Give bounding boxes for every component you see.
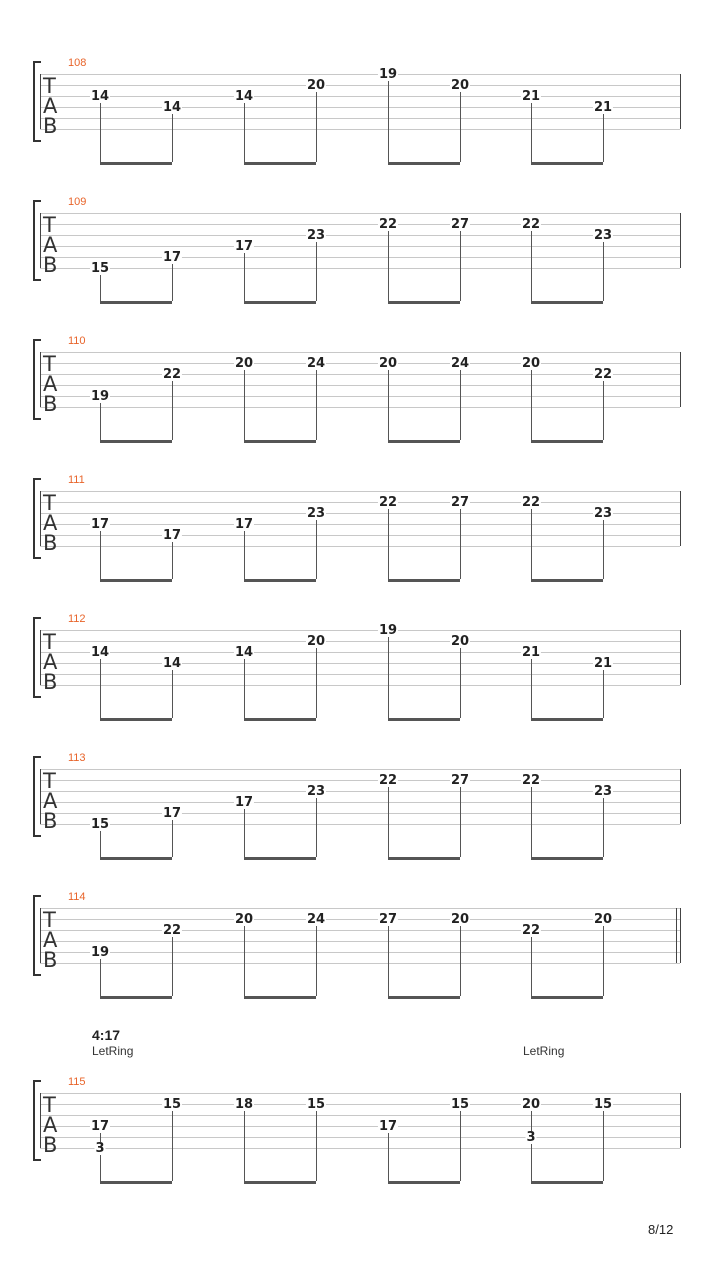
staff-line	[40, 107, 680, 108]
fret-number: 22	[521, 495, 541, 510]
page-number: 8/12	[648, 1222, 674, 1237]
fret-number: 20	[234, 912, 254, 927]
note-stem	[316, 91, 317, 162]
staff-line	[40, 930, 680, 931]
fret-number: 14	[90, 645, 110, 660]
staff-line	[40, 246, 680, 247]
fret-number: 22	[378, 495, 398, 510]
fret-number: 20	[234, 356, 254, 371]
staff-line	[40, 546, 680, 547]
note-stem	[460, 647, 461, 718]
staff-line	[40, 129, 680, 130]
beam	[531, 301, 603, 304]
tab-letter: B	[43, 392, 58, 416]
measure-number: 112	[68, 613, 86, 625]
note-stem	[100, 402, 101, 440]
fret-number: 22	[378, 217, 398, 232]
note-stem	[316, 647, 317, 718]
fret-number: 15	[162, 1097, 182, 1112]
beam	[244, 857, 316, 860]
tab-letter: A	[43, 928, 58, 952]
let-ring-label: LetRing	[92, 1044, 134, 1058]
staff-line	[40, 1115, 680, 1116]
barline	[680, 1093, 681, 1148]
barline	[40, 769, 41, 824]
staff-line	[40, 385, 680, 386]
fret-number: 22	[521, 217, 541, 232]
staff-line	[40, 1148, 680, 1149]
staff-line	[40, 96, 680, 97]
beam	[100, 718, 172, 721]
staff-line	[40, 641, 680, 642]
staff-line	[40, 1093, 680, 1094]
staff-line	[40, 685, 680, 686]
beam	[531, 579, 603, 582]
staff-line	[40, 74, 680, 75]
staff-line	[40, 374, 680, 375]
barline	[40, 213, 41, 268]
fret-number: 22	[521, 773, 541, 788]
note-stem	[531, 936, 532, 996]
note-stem	[244, 369, 245, 440]
barline	[680, 769, 681, 824]
fret-number: 20	[378, 356, 398, 371]
fret-number: 19	[90, 389, 110, 404]
staff-line	[40, 824, 680, 825]
tab-letter: T	[43, 352, 56, 376]
fret-number: 27	[450, 495, 470, 510]
fret-number: 17	[90, 1119, 110, 1134]
tab-letter: T	[43, 630, 56, 654]
barline	[680, 630, 681, 685]
staff-line	[40, 652, 680, 653]
beam	[388, 162, 460, 165]
beam	[100, 301, 172, 304]
barline	[40, 74, 41, 129]
barline	[680, 74, 681, 129]
beam	[388, 440, 460, 443]
final-barline	[676, 908, 677, 963]
note-stem	[603, 241, 604, 301]
note-stem	[316, 241, 317, 301]
beam	[531, 718, 603, 721]
note-stem	[316, 797, 317, 857]
fret-number: 20	[450, 78, 470, 93]
fret-number: 14	[234, 645, 254, 660]
note-stem	[603, 925, 604, 996]
measure-number: 109	[68, 196, 87, 208]
tab-letter: A	[43, 511, 58, 535]
barline	[680, 213, 681, 268]
barline	[680, 352, 681, 407]
note-stem	[460, 508, 461, 579]
fret-number: 15	[450, 1097, 470, 1112]
note-stem	[531, 658, 532, 718]
staff-line	[40, 1126, 680, 1127]
fret-number: 17	[378, 1119, 398, 1134]
staff-line	[40, 674, 680, 675]
tab-letter: B	[43, 114, 58, 138]
note-stem	[172, 936, 173, 996]
beam	[100, 579, 172, 582]
fret-number: 20	[521, 1097, 541, 1112]
note-stem	[531, 230, 532, 301]
fret-number: 20	[306, 78, 326, 93]
fret-number: 27	[378, 912, 398, 927]
fret-number: 17	[162, 806, 182, 821]
staff-line	[40, 352, 680, 353]
measure-number: 113	[68, 752, 86, 764]
note-stem	[244, 102, 245, 162]
note-stem	[531, 1110, 532, 1181]
measure-number: 111	[68, 474, 85, 486]
barline	[40, 352, 41, 407]
fret-number: 20	[521, 356, 541, 371]
staff-line	[40, 268, 680, 269]
note-stem	[172, 113, 173, 162]
fret-number: 17	[162, 250, 182, 265]
fret-number: 18	[234, 1097, 254, 1112]
note-stem	[460, 91, 461, 162]
staff-line	[40, 1104, 680, 1105]
note-stem	[316, 519, 317, 579]
fret-number: 27	[450, 773, 470, 788]
tab-letter: A	[43, 233, 58, 257]
note-stem	[172, 380, 173, 440]
beam	[388, 579, 460, 582]
fret-number: 23	[306, 506, 326, 521]
note-stem	[316, 1110, 317, 1181]
beam	[100, 857, 172, 860]
staff-line	[40, 118, 680, 119]
staff-line	[40, 535, 680, 536]
staff-line	[40, 813, 680, 814]
beam	[100, 1181, 172, 1184]
fret-number: 21	[593, 100, 613, 115]
barline	[40, 1093, 41, 1148]
staff-line	[40, 663, 680, 664]
staff-line	[40, 396, 680, 397]
fret-number: 17	[162, 528, 182, 543]
barline	[40, 491, 41, 546]
fret-number: 24	[306, 912, 326, 927]
tab-letter: T	[43, 213, 56, 237]
staff-line	[40, 791, 680, 792]
fret-number: 20	[450, 634, 470, 649]
note-stem	[460, 925, 461, 996]
note-stem	[244, 808, 245, 857]
note-stem	[388, 925, 389, 996]
time-marker: 4:17	[92, 1027, 121, 1043]
note-stem	[172, 541, 173, 579]
fret-number: 24	[306, 356, 326, 371]
let-ring-label: LetRing	[523, 1044, 565, 1058]
note-stem	[244, 252, 245, 301]
staff-line	[40, 780, 680, 781]
note-stem	[603, 519, 604, 579]
fret-number: 15	[306, 1097, 326, 1112]
tab-letter: A	[43, 789, 58, 813]
beam	[244, 718, 316, 721]
beam	[100, 162, 172, 165]
tab-letter: B	[43, 948, 58, 972]
fret-number: 14	[162, 100, 182, 115]
note-stem	[100, 958, 101, 996]
measure-number: 110	[68, 335, 86, 347]
beam	[244, 440, 316, 443]
beam	[244, 1181, 316, 1184]
note-stem	[531, 369, 532, 440]
staff-line	[40, 224, 680, 225]
staff-line	[40, 769, 680, 770]
note-stem	[388, 80, 389, 162]
fret-number: 15	[90, 817, 110, 832]
note-stem	[531, 102, 532, 162]
staff-line	[40, 363, 680, 364]
note-stem	[100, 830, 101, 857]
staff-line	[40, 502, 680, 503]
tab-letter: T	[43, 491, 56, 515]
note-stem	[388, 369, 389, 440]
note-stem	[531, 508, 532, 579]
barline	[40, 630, 41, 685]
tab-letter: B	[43, 253, 58, 277]
staff-line	[40, 802, 680, 803]
note-stem	[603, 1110, 604, 1181]
beam	[244, 996, 316, 999]
fret-number: 14	[90, 89, 110, 104]
note-stem	[172, 819, 173, 857]
staff-line	[40, 963, 680, 964]
beam	[244, 162, 316, 165]
note-stem	[100, 102, 101, 162]
fret-number: 17	[234, 239, 254, 254]
fret-number: 23	[593, 506, 613, 521]
fret-number: 22	[521, 923, 541, 938]
fret-number: 14	[162, 656, 182, 671]
note-stem	[603, 669, 604, 718]
note-stem	[460, 786, 461, 857]
tab-letter: B	[43, 809, 58, 833]
tab-letter: A	[43, 94, 58, 118]
note-stem	[460, 230, 461, 301]
fret-number: 15	[593, 1097, 613, 1112]
beam	[531, 440, 603, 443]
beam	[388, 1181, 460, 1184]
fret-number: 23	[306, 784, 326, 799]
fret-number: 19	[90, 945, 110, 960]
tab-letter: T	[43, 1093, 56, 1117]
tab-letter: A	[43, 372, 58, 396]
note-stem	[172, 263, 173, 301]
staff-line	[40, 513, 680, 514]
beam	[531, 996, 603, 999]
staff-line	[40, 524, 680, 525]
barline	[680, 908, 681, 963]
note-stem	[460, 1110, 461, 1181]
fret-number: 20	[450, 912, 470, 927]
tab-letter: T	[43, 74, 56, 98]
note-stem	[244, 925, 245, 996]
note-stem	[244, 1110, 245, 1181]
tab-letter: B	[43, 531, 58, 555]
staff-line	[40, 491, 680, 492]
staff-line	[40, 85, 680, 86]
fret-number: 19	[378, 67, 398, 82]
fret-number: 21	[521, 89, 541, 104]
staff-line	[40, 919, 680, 920]
fret-number: 20	[306, 634, 326, 649]
fret-number: 23	[306, 228, 326, 243]
note-stem	[388, 508, 389, 579]
note-stem	[100, 530, 101, 579]
note-stem	[388, 636, 389, 718]
fret-number: 3	[526, 1130, 536, 1145]
measure-number: 115	[68, 1076, 86, 1088]
fret-number: 21	[521, 645, 541, 660]
staff-line	[40, 407, 680, 408]
note-stem	[388, 786, 389, 857]
beam	[244, 579, 316, 582]
fret-number: 14	[234, 89, 254, 104]
measure-number: 114	[68, 891, 86, 903]
note-stem	[244, 530, 245, 579]
note-stem	[531, 786, 532, 857]
fret-number: 19	[378, 623, 398, 638]
staff-line	[40, 952, 680, 953]
beam	[244, 301, 316, 304]
note-stem	[172, 669, 173, 718]
beam	[531, 162, 603, 165]
staff-line	[40, 941, 680, 942]
note-stem	[603, 380, 604, 440]
note-stem	[100, 274, 101, 301]
staff-line	[40, 908, 680, 909]
fret-number: 22	[162, 367, 182, 382]
tab-letter: T	[43, 769, 56, 793]
fret-number: 17	[234, 517, 254, 532]
beam	[100, 440, 172, 443]
fret-number: 23	[593, 228, 613, 243]
beam	[100, 996, 172, 999]
tab-letter: B	[43, 670, 58, 694]
barline	[40, 908, 41, 963]
fret-number: 23	[593, 784, 613, 799]
note-stem	[244, 658, 245, 718]
note-stem	[603, 113, 604, 162]
fret-number: 24	[450, 356, 470, 371]
staff-line	[40, 213, 680, 214]
beam	[388, 857, 460, 860]
beam	[388, 996, 460, 999]
note-stem	[100, 1132, 101, 1181]
tab-letter: A	[43, 650, 58, 674]
fret-number: 27	[450, 217, 470, 232]
note-stem	[603, 797, 604, 857]
note-stem	[460, 369, 461, 440]
staff-line	[40, 257, 680, 258]
fret-number: 22	[593, 367, 613, 382]
note-stem	[388, 1132, 389, 1181]
tab-letter: B	[43, 1133, 58, 1157]
note-stem	[100, 658, 101, 718]
fret-number: 21	[593, 656, 613, 671]
note-stem	[172, 1110, 173, 1181]
beam	[531, 1181, 603, 1184]
staff-line	[40, 235, 680, 236]
fret-number: 15	[90, 261, 110, 276]
measure-number: 108	[68, 57, 87, 69]
tab-letter: T	[43, 908, 56, 932]
beam	[531, 857, 603, 860]
fret-number: 3	[95, 1141, 105, 1156]
fret-number: 17	[234, 795, 254, 810]
beam	[388, 301, 460, 304]
note-stem	[316, 925, 317, 996]
fret-number: 22	[162, 923, 182, 938]
fret-number: 20	[593, 912, 613, 927]
fret-number: 17	[90, 517, 110, 532]
note-stem	[316, 369, 317, 440]
barline	[680, 491, 681, 546]
staff-line	[40, 630, 680, 631]
beam	[388, 718, 460, 721]
note-stem	[388, 230, 389, 301]
tab-letter: A	[43, 1113, 58, 1137]
fret-number: 22	[378, 773, 398, 788]
staff-line	[40, 1137, 680, 1138]
